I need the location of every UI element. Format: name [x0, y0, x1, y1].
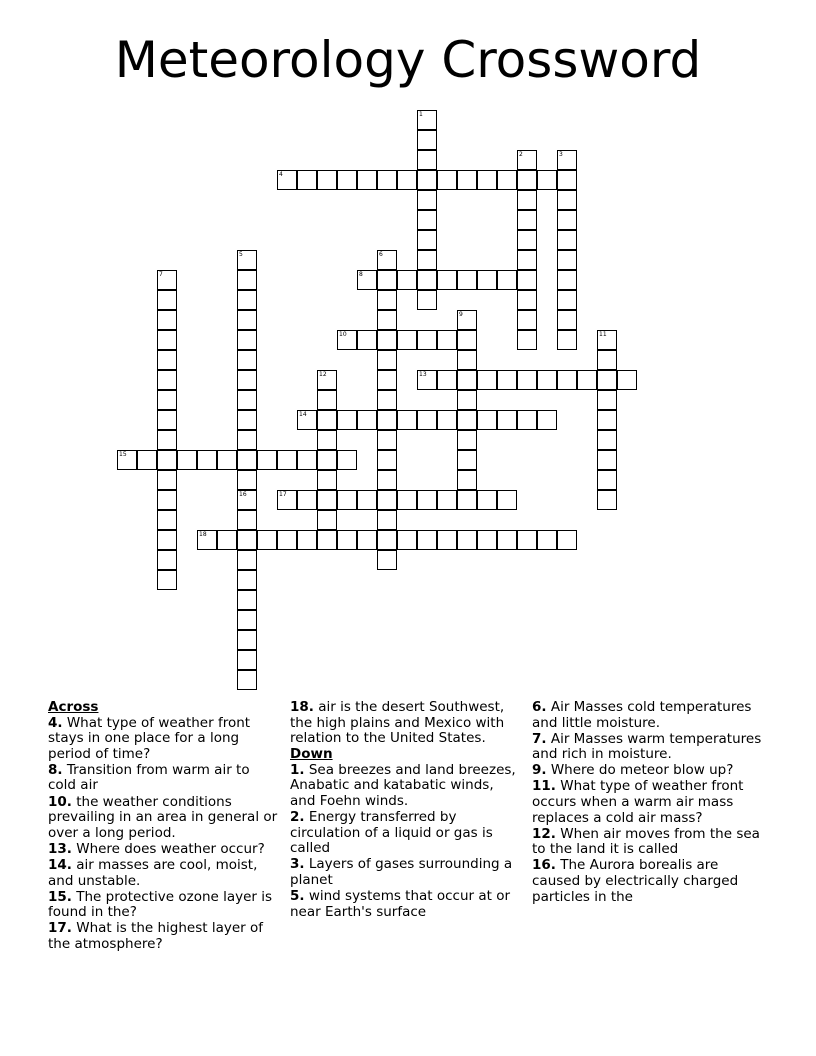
grid-cell[interactable]	[357, 330, 377, 350]
grid-cell[interactable]	[157, 290, 177, 310]
grid-cell[interactable]	[457, 490, 477, 510]
grid-cell[interactable]	[517, 210, 537, 230]
grid-cell[interactable]	[317, 170, 337, 190]
grid-cell[interactable]	[337, 170, 357, 190]
grid-cell[interactable]	[477, 170, 497, 190]
grid-cell[interactable]	[477, 490, 497, 510]
grid-cell[interactable]	[237, 430, 257, 450]
grid-cell[interactable]	[377, 290, 397, 310]
grid-cell[interactable]	[557, 170, 577, 190]
grid-cell[interactable]	[177, 450, 197, 470]
clue-down-2: 2. Energy transferred by circulation of a liquid or gas is called	[290, 809, 493, 857]
clue-across-10: 10. the weather conditions prevailing in an area in general or over a long period.	[48, 793, 278, 841]
cell-number: 1	[419, 111, 423, 118]
grid-cell[interactable]	[437, 490, 457, 510]
grid-cell[interactable]	[617, 370, 637, 390]
grid-cell[interactable]	[517, 190, 537, 210]
cell-number: 13	[419, 371, 427, 378]
grid-cell[interactable]	[517, 410, 537, 430]
grid-cell[interactable]	[437, 410, 457, 430]
grid-cell[interactable]	[457, 530, 477, 550]
grid-cell[interactable]	[417, 230, 437, 250]
grid-cell[interactable]	[437, 370, 457, 390]
clue-down-9: 9. Where do meteor blow up?	[532, 762, 734, 779]
clue-across-4: 4. What type of weather front stays in one place for a long period of time?	[48, 714, 251, 762]
grid-cell[interactable]	[437, 530, 457, 550]
grid-cell[interactable]	[157, 570, 177, 590]
grid-cell[interactable]	[377, 430, 397, 450]
grid-cell[interactable]	[237, 410, 257, 430]
grid-cell[interactable]	[397, 530, 417, 550]
grid-cell[interactable]	[297, 490, 317, 510]
grid-cell[interactable]	[457, 430, 477, 450]
grid-cell[interactable]	[557, 250, 577, 270]
grid-cell[interactable]	[457, 310, 477, 330]
grid-cell[interactable]	[357, 490, 377, 510]
grid-cell[interactable]	[417, 330, 437, 350]
grid-cell[interactable]	[417, 170, 437, 190]
clue-down-16: 16. The Aurora borealis are caused by electrically charged particles in the	[532, 857, 739, 905]
grid-cell[interactable]	[197, 450, 217, 470]
clue-down-11: 11. What type of weather front occurs when a warm air mass replaces a cold air mass?	[532, 778, 744, 826]
grid-cell[interactable]	[417, 210, 437, 230]
grid-cell[interactable]	[377, 490, 397, 510]
grid-cell[interactable]	[377, 510, 397, 530]
cell-number: 4	[279, 171, 283, 178]
grid-cell[interactable]	[377, 390, 397, 410]
grid-cell[interactable]	[157, 370, 177, 390]
grid-cell[interactable]	[517, 290, 537, 310]
grid-cell[interactable]	[517, 230, 537, 250]
grid-cell[interactable]	[237, 270, 257, 290]
grid-cell[interactable]	[557, 150, 577, 170]
cell-number: 9	[459, 311, 463, 318]
grid-cell[interactable]	[237, 510, 257, 530]
grid-cell[interactable]	[517, 250, 537, 270]
grid-cell[interactable]	[557, 210, 577, 230]
grid-cell[interactable]	[157, 310, 177, 330]
grid-cell[interactable]	[157, 530, 177, 550]
grid-cell[interactable]	[237, 650, 257, 670]
grid-cell[interactable]	[237, 250, 257, 270]
grid-cell[interactable]	[277, 490, 297, 510]
grid-cell[interactable]	[237, 630, 257, 650]
grid-cell[interactable]	[497, 530, 517, 550]
grid-cell[interactable]	[457, 350, 477, 370]
grid-cell[interactable]	[257, 530, 277, 550]
grid-cell[interactable]	[517, 530, 537, 550]
grid-cell[interactable]	[517, 330, 537, 350]
grid-cell[interactable]	[317, 410, 337, 430]
grid-cell[interactable]	[517, 170, 537, 190]
grid-cell[interactable]	[317, 510, 337, 530]
grid-cell[interactable]	[557, 330, 577, 350]
grid-cell[interactable]	[237, 610, 257, 630]
grid-cell[interactable]	[337, 330, 357, 350]
grid-cell[interactable]	[517, 270, 537, 290]
grid-cell[interactable]	[597, 330, 617, 350]
cell-number: 11	[599, 331, 607, 338]
grid-cell[interactable]	[237, 450, 257, 470]
grid-cell[interactable]	[217, 530, 237, 550]
clue-column-3	[532, 700, 764, 906]
grid-cell[interactable]	[417, 110, 437, 130]
grid-cell[interactable]	[377, 250, 397, 270]
grid-cell[interactable]	[317, 370, 337, 390]
clue-column-1	[48, 700, 280, 953]
grid-cell[interactable]	[157, 350, 177, 370]
grid-cell[interactable]	[557, 310, 577, 330]
clue-across-17: 17. What is the highest layer of the atmosphere?	[48, 920, 264, 952]
grid-cell[interactable]	[157, 430, 177, 450]
grid-cell[interactable]	[597, 390, 617, 410]
grid-cell[interactable]	[157, 330, 177, 350]
grid-cell[interactable]	[557, 530, 577, 550]
grid-cell[interactable]	[497, 370, 517, 390]
grid-cell[interactable]	[357, 530, 377, 550]
grid-cell[interactable]	[457, 170, 477, 190]
grid-cell[interactable]	[297, 450, 317, 470]
grid-cell[interactable]	[217, 450, 237, 470]
grid-cell[interactable]	[597, 450, 617, 470]
clue-down-6: 6. Air Masses cold temperatures and little moisture.	[532, 699, 752, 731]
grid-cell[interactable]	[597, 350, 617, 370]
grid-cell[interactable]	[397, 490, 417, 510]
grid-cell[interactable]	[237, 290, 257, 310]
grid-cell[interactable]	[557, 370, 577, 390]
grid-cell[interactable]	[157, 390, 177, 410]
grid-cell[interactable]	[417, 410, 437, 430]
cell-number: 18	[199, 531, 207, 538]
grid-cell[interactable]	[457, 410, 477, 430]
clue-down-7: 7. Air Masses warm temperatures and rich in moisture.	[532, 730, 762, 763]
clue-across-14: 14. air masses are cool, moist, and unstable.	[48, 856, 258, 889]
grid-cell[interactable]	[497, 170, 517, 190]
grid-cell[interactable]	[337, 530, 357, 550]
across-header: Across	[48, 699, 99, 715]
down-header: Down	[290, 746, 333, 763]
grid-cell[interactable]	[317, 470, 337, 490]
grid-cell[interactable]	[237, 570, 257, 590]
grid-cell[interactable]	[277, 170, 297, 190]
grid-cell[interactable]	[237, 310, 257, 330]
grid-cell[interactable]	[237, 390, 257, 410]
grid-cell[interactable]	[377, 470, 397, 490]
grid-cell[interactable]	[417, 130, 437, 150]
grid-cell[interactable]	[277, 530, 297, 550]
grid-cell[interactable]	[417, 250, 437, 270]
grid-cell[interactable]	[417, 370, 437, 390]
grid-cell[interactable]	[597, 430, 617, 450]
grid-cell[interactable]	[537, 410, 557, 430]
clue-down-12: 12. When air moves from the sea to the land it is called	[532, 825, 760, 858]
cell-number: 2	[519, 151, 523, 158]
grid-cell[interactable]	[537, 370, 557, 390]
grid-cell[interactable]	[257, 450, 277, 470]
grid-cell[interactable]	[357, 410, 377, 430]
grid-cell[interactable]	[337, 450, 357, 470]
cell-number: 5	[239, 251, 243, 258]
grid-cell[interactable]	[597, 470, 617, 490]
grid-cell[interactable]	[317, 390, 337, 410]
grid-cell[interactable]	[417, 150, 437, 170]
grid-cell[interactable]	[477, 270, 497, 290]
grid-cell[interactable]	[457, 470, 477, 490]
grid-cell[interactable]	[377, 530, 397, 550]
cell-number: 3	[559, 151, 563, 158]
grid-cell[interactable]	[557, 230, 577, 250]
clue-down-1: 1. Sea breezes and land breezes, Anabatic and katabatic winds, and Foehn winds.	[290, 761, 516, 810]
grid-cell[interactable]	[157, 550, 177, 570]
grid-cell[interactable]	[377, 170, 397, 190]
grid-cell[interactable]	[477, 410, 497, 430]
grid-cell[interactable]	[477, 530, 497, 550]
grid-cell[interactable]	[317, 490, 337, 510]
clue-across-8: 8. Transition from warm air to cold air	[48, 761, 250, 794]
grid-cell[interactable]	[557, 190, 577, 210]
grid-cell[interactable]	[497, 410, 517, 430]
grid-cell[interactable]	[497, 490, 517, 510]
grid-cell[interactable]	[157, 490, 177, 510]
grid-cell[interactable]	[457, 450, 477, 470]
clue-down-3: 3. Layers of gases surrounding a planet	[290, 856, 513, 889]
cell-number: 6	[379, 251, 383, 258]
grid-cell[interactable]	[417, 270, 437, 290]
grid-cell[interactable]	[357, 170, 377, 190]
cell-number: 8	[359, 271, 363, 278]
grid-cell[interactable]	[457, 370, 477, 390]
grid-cell[interactable]	[237, 670, 257, 690]
grid-cell[interactable]	[477, 370, 497, 390]
grid-cell[interactable]	[417, 530, 437, 550]
grid-cell[interactable]	[317, 530, 337, 550]
grid-cell[interactable]	[237, 550, 257, 570]
grid-cell[interactable]	[377, 370, 397, 390]
grid-cell[interactable]	[397, 270, 417, 290]
grid-cell[interactable]	[237, 590, 257, 610]
grid-cell[interactable]	[377, 350, 397, 370]
cell-number: 12	[319, 371, 327, 378]
grid-cell[interactable]	[457, 270, 477, 290]
grid-cell[interactable]	[517, 310, 537, 330]
grid-cell[interactable]	[557, 290, 577, 310]
grid-cell[interactable]	[417, 490, 437, 510]
clue-column-2	[290, 700, 522, 921]
clue-across-13: 13. Where does weather occur?	[48, 840, 265, 857]
grid-cell[interactable]	[337, 490, 357, 510]
grid-cell[interactable]	[597, 490, 617, 510]
grid-cell[interactable]	[557, 270, 577, 290]
grid-cell[interactable]	[457, 390, 477, 410]
grid-cell[interactable]	[377, 550, 397, 570]
grid-cell[interactable]	[377, 450, 397, 470]
grid-cell[interactable]	[237, 350, 257, 370]
grid-cell[interactable]	[157, 450, 177, 470]
grid-cell[interactable]	[237, 370, 257, 390]
grid-cell[interactable]	[417, 290, 437, 310]
grid-cell[interactable]	[237, 530, 257, 550]
grid-cell[interactable]	[297, 410, 317, 430]
grid-cell[interactable]	[537, 170, 557, 190]
cell-number: 14	[299, 411, 307, 418]
grid-cell[interactable]	[317, 450, 337, 470]
cell-number: 16	[239, 491, 247, 498]
grid-cell[interactable]	[197, 530, 217, 550]
clue-across-18: 18. air is the desert Southwest, the high plains and Mexico with relation to the United States.	[290, 699, 505, 747]
grid-cell[interactable]	[597, 370, 617, 390]
grid-cell[interactable]	[157, 270, 177, 290]
grid-cell[interactable]	[317, 430, 337, 450]
clue-down-5: 5. wind systems that occur at or near Earth's surface	[290, 888, 511, 920]
grid-cell[interactable]	[157, 470, 177, 490]
grid-cell[interactable]	[277, 450, 297, 470]
grid-cell[interactable]	[537, 530, 557, 550]
clue-across-15: 15. The protective ozone layer is found in the?	[48, 888, 273, 921]
grid-cell[interactable]	[137, 450, 157, 470]
grid-cell[interactable]	[117, 450, 137, 470]
grid-cell[interactable]	[157, 410, 177, 430]
grid-cell[interactable]	[157, 510, 177, 530]
grid-cell[interactable]	[237, 490, 257, 510]
grid-cell[interactable]	[437, 170, 457, 190]
grid-cell[interactable]	[577, 370, 597, 390]
grid-cell[interactable]	[237, 330, 257, 350]
grid-cell[interactable]	[377, 330, 397, 350]
cell-number: 10	[339, 331, 347, 338]
grid-cell[interactable]	[397, 330, 417, 350]
grid-cell[interactable]	[237, 470, 257, 490]
grid-cell[interactable]	[297, 530, 317, 550]
grid-cell[interactable]	[377, 270, 397, 290]
grid-cell[interactable]	[517, 150, 537, 170]
grid-cell[interactable]	[457, 330, 477, 350]
grid-cell[interactable]	[517, 370, 537, 390]
grid-cell[interactable]	[397, 410, 417, 430]
grid-cell[interactable]	[357, 270, 377, 290]
cell-number: 15	[119, 451, 127, 458]
grid-cell[interactable]	[377, 410, 397, 430]
grid-cell[interactable]	[497, 270, 517, 290]
grid-cell[interactable]	[337, 410, 357, 430]
grid-cell[interactable]	[417, 190, 437, 210]
page-title: Meteorology Crossword	[114, 31, 702, 89]
grid-cell[interactable]	[437, 270, 457, 290]
cell-number: 7	[159, 271, 163, 278]
grid-cell[interactable]	[437, 330, 457, 350]
grid-cell[interactable]	[377, 310, 397, 330]
grid-cell[interactable]	[597, 410, 617, 430]
grid-cell[interactable]	[297, 170, 317, 190]
cell-number: 17	[279, 491, 287, 498]
grid-cell[interactable]	[397, 170, 417, 190]
